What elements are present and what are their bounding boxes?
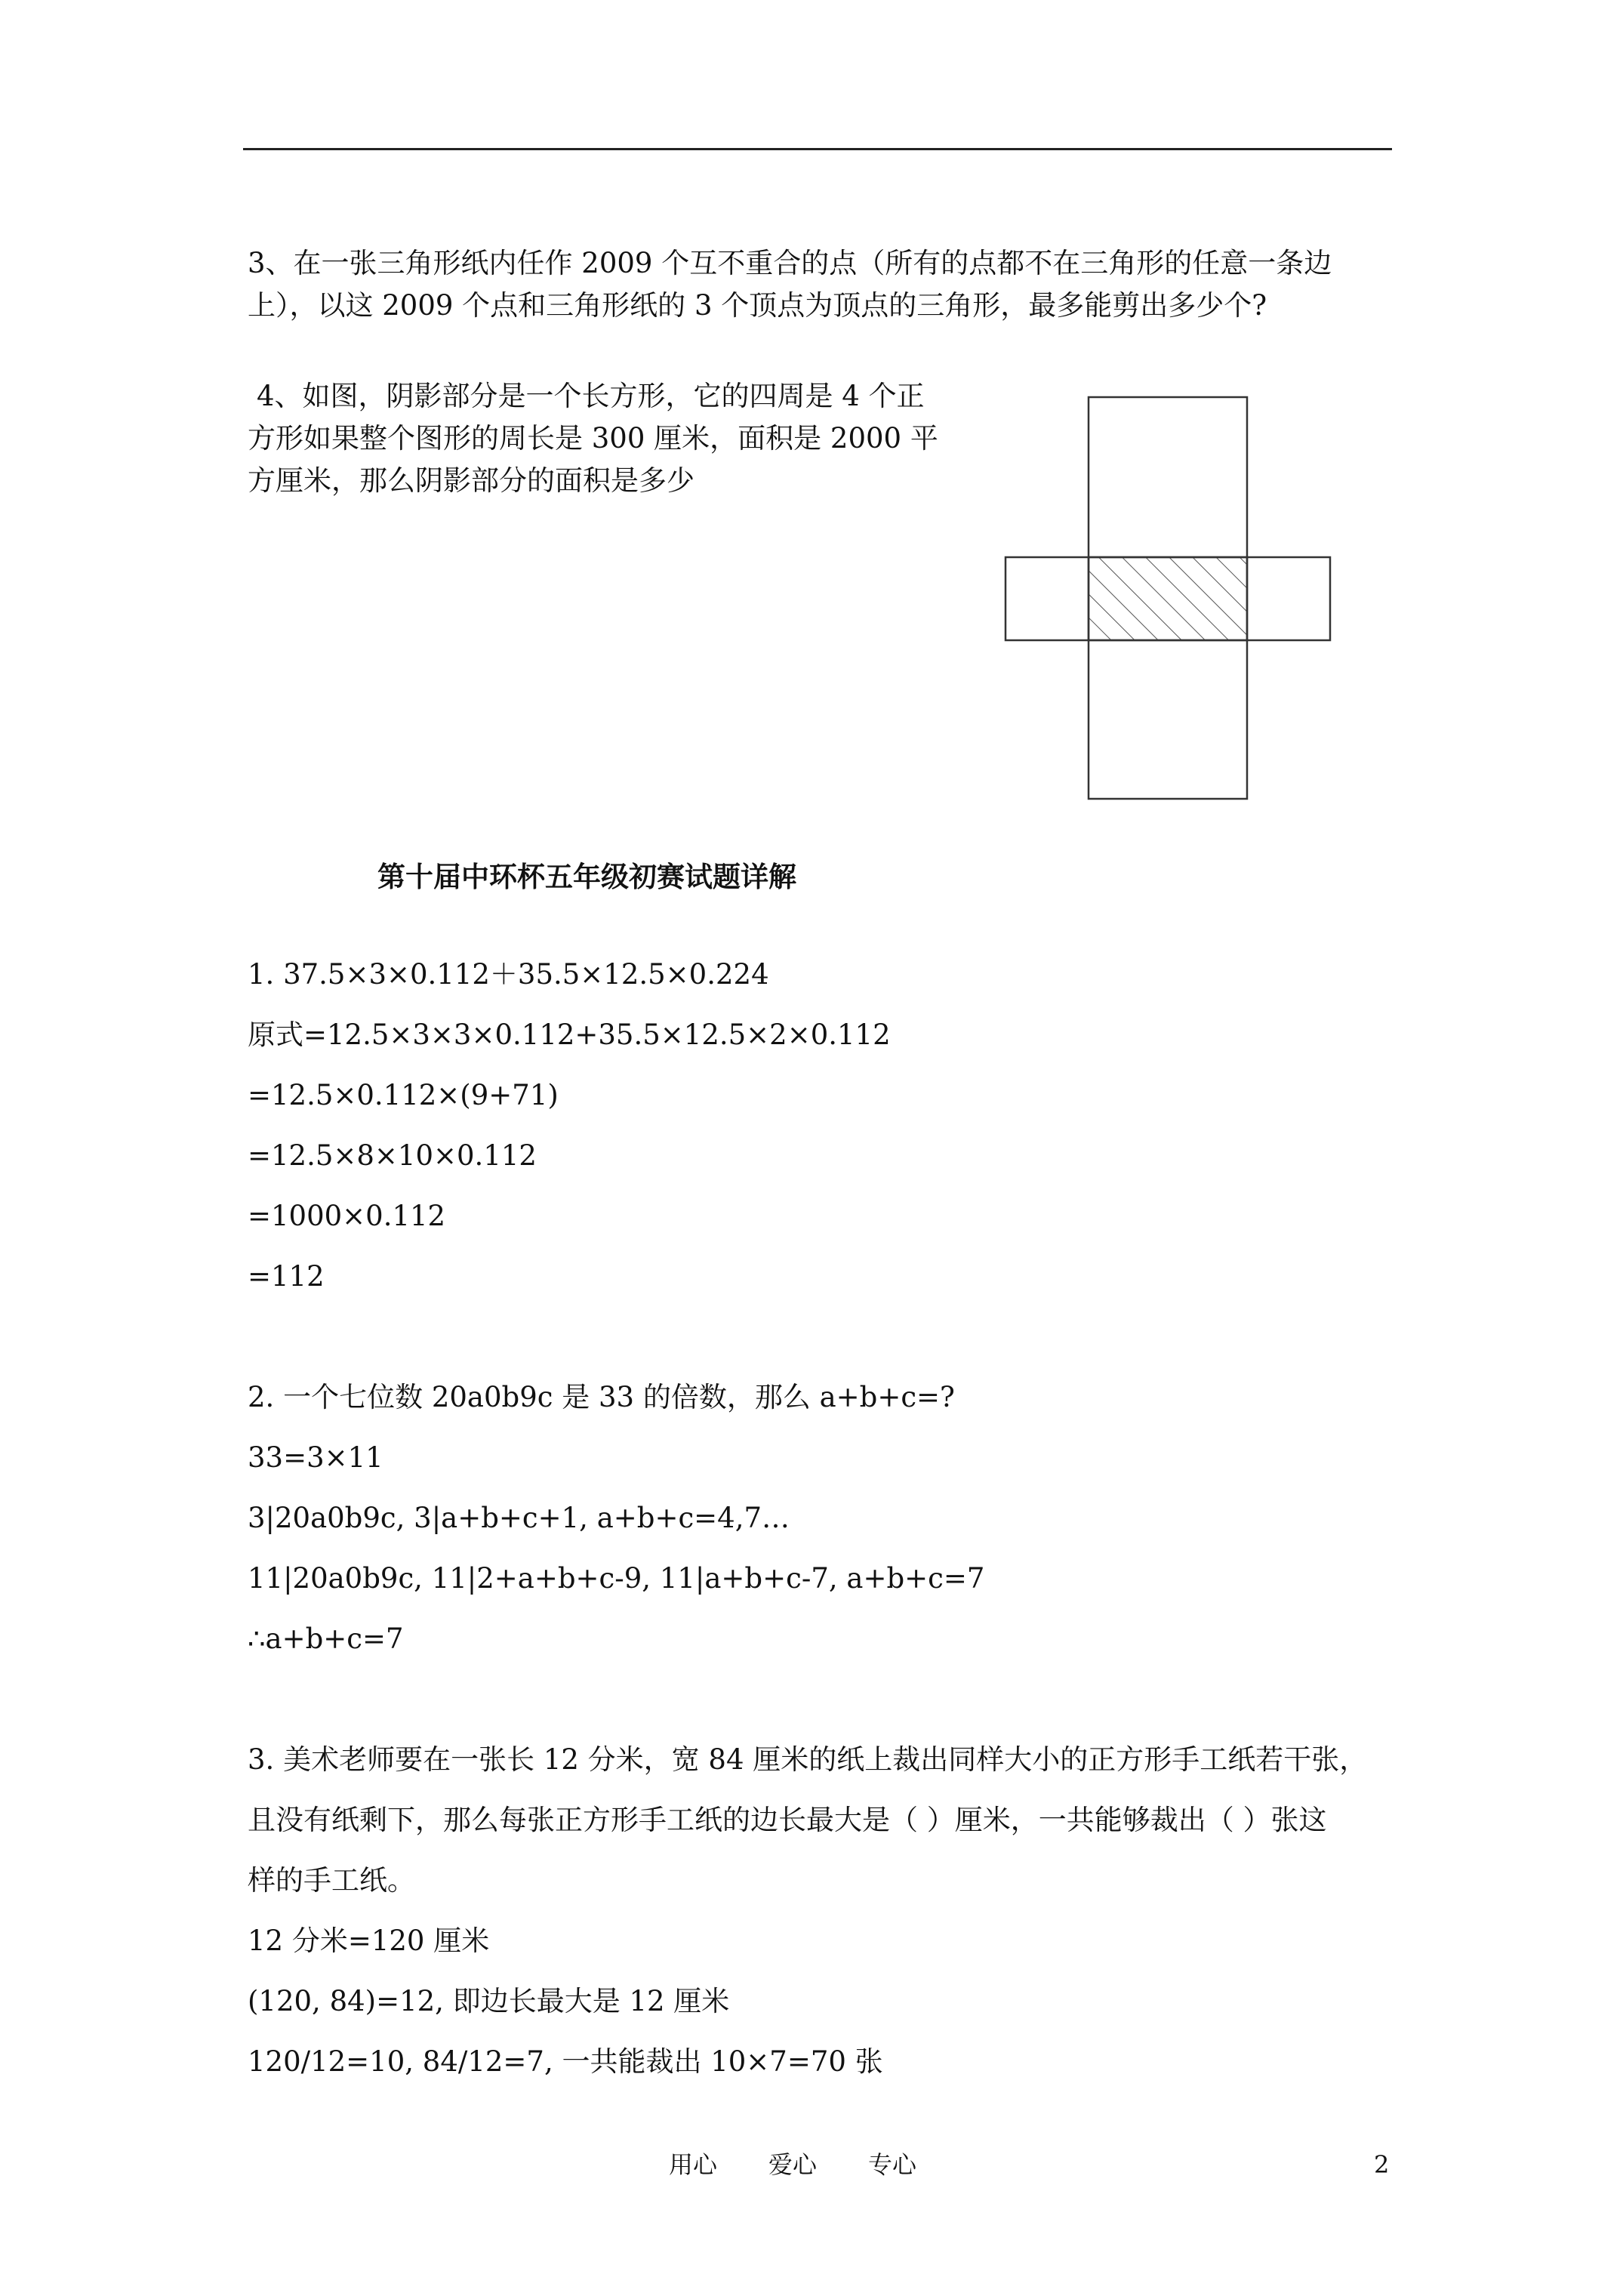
shaded-rectangle — [1089, 557, 1247, 640]
solution1-step: =12.5×0.112×(9+71) — [248, 1079, 559, 1111]
right-square — [1247, 557, 1330, 640]
page-number: 2 — [1374, 2150, 1390, 2179]
solution2-step: ∴a+b+c=7 — [248, 1623, 404, 1655]
solution3-step: (120, 84)=12, 即边长最大是 12 厘米 — [248, 1985, 730, 2017]
problem3-line1: 3、在一张三角形纸内任作 2009 个互不重合的点（所有的点都不在三角形的任意一条边 — [248, 247, 1332, 279]
problem4-line3: 方厘米，那么阴影部分的面积是多少 — [248, 464, 694, 497]
solution1-step: =112 — [248, 1260, 325, 1293]
footer-motto-2: 爱心 — [768, 2150, 818, 2179]
solution2-question: 2. 一个七位数 20a0b9c 是 33 的倍数，那么 a+b+c=? — [248, 1381, 955, 1413]
solution1-step: =1000×0.112 — [248, 1200, 446, 1232]
footer-motto-3: 专心 — [868, 2150, 917, 2179]
footer-motto-1: 用心 — [669, 2150, 718, 2179]
solution2-step: 33=3×11 — [248, 1441, 383, 1474]
solution1-step: 原式=12.5×3×3×0.112+35.5×12.5×2×0.112 — [248, 1019, 891, 1051]
solution3-step: 12 分米=120 厘米 — [248, 1925, 490, 1957]
solution1-step: =12.5×8×10×0.112 — [248, 1139, 537, 1172]
solution3-question-line: 且没有纸剩下，那么每张正方形手工纸的边长最大是（ ）厘米，一共能够裁出（ ）张这 — [248, 1804, 1327, 1836]
solution1-question: 1. 37.5×3×0.112＋35.5×12.5×0.224 — [248, 958, 769, 991]
problem4-line1: 4、如图，阴影部分是一个长方形，它的四周是 4 个正 — [257, 380, 925, 412]
problem4-line2: 方形如果整个图形的周长是 300 厘米，面积是 2000 平 — [248, 422, 938, 455]
cross-figure-diagram — [1004, 393, 1344, 808]
solution2-step: 3|20a0b9c, 3|a+b+c+1, a+b+c=4,7… — [248, 1502, 790, 1534]
bottom-square — [1089, 640, 1247, 799]
solution3-question-line: 样的手工纸。 — [248, 1864, 415, 1897]
top-square — [1089, 397, 1247, 557]
left-square — [1006, 557, 1089, 640]
solution3-question-line: 3. 美术老师要在一张长 12 分米，宽 84 厘米的纸上裁出同样大小的正方形手工纸若干张， — [248, 1743, 1368, 1776]
problem3-line2: 上），以这 2009 个点和三角形纸的 3 个顶点为顶点的三角形，最多能剪出多少个? — [248, 289, 1267, 322]
section-title: 第十届中环杯五年级初赛试题详解 — [377, 860, 796, 893]
solution3-step: 120/12=10, 84/12=7, 一共能裁出 10×7=70 张 — [248, 2045, 883, 2078]
solution2-step: 11|20a0b9c, 11|2+a+b+c-9, 11|a+b+c-7, a+b+c=7 — [248, 1562, 985, 1595]
header-rule — [243, 148, 1392, 150]
